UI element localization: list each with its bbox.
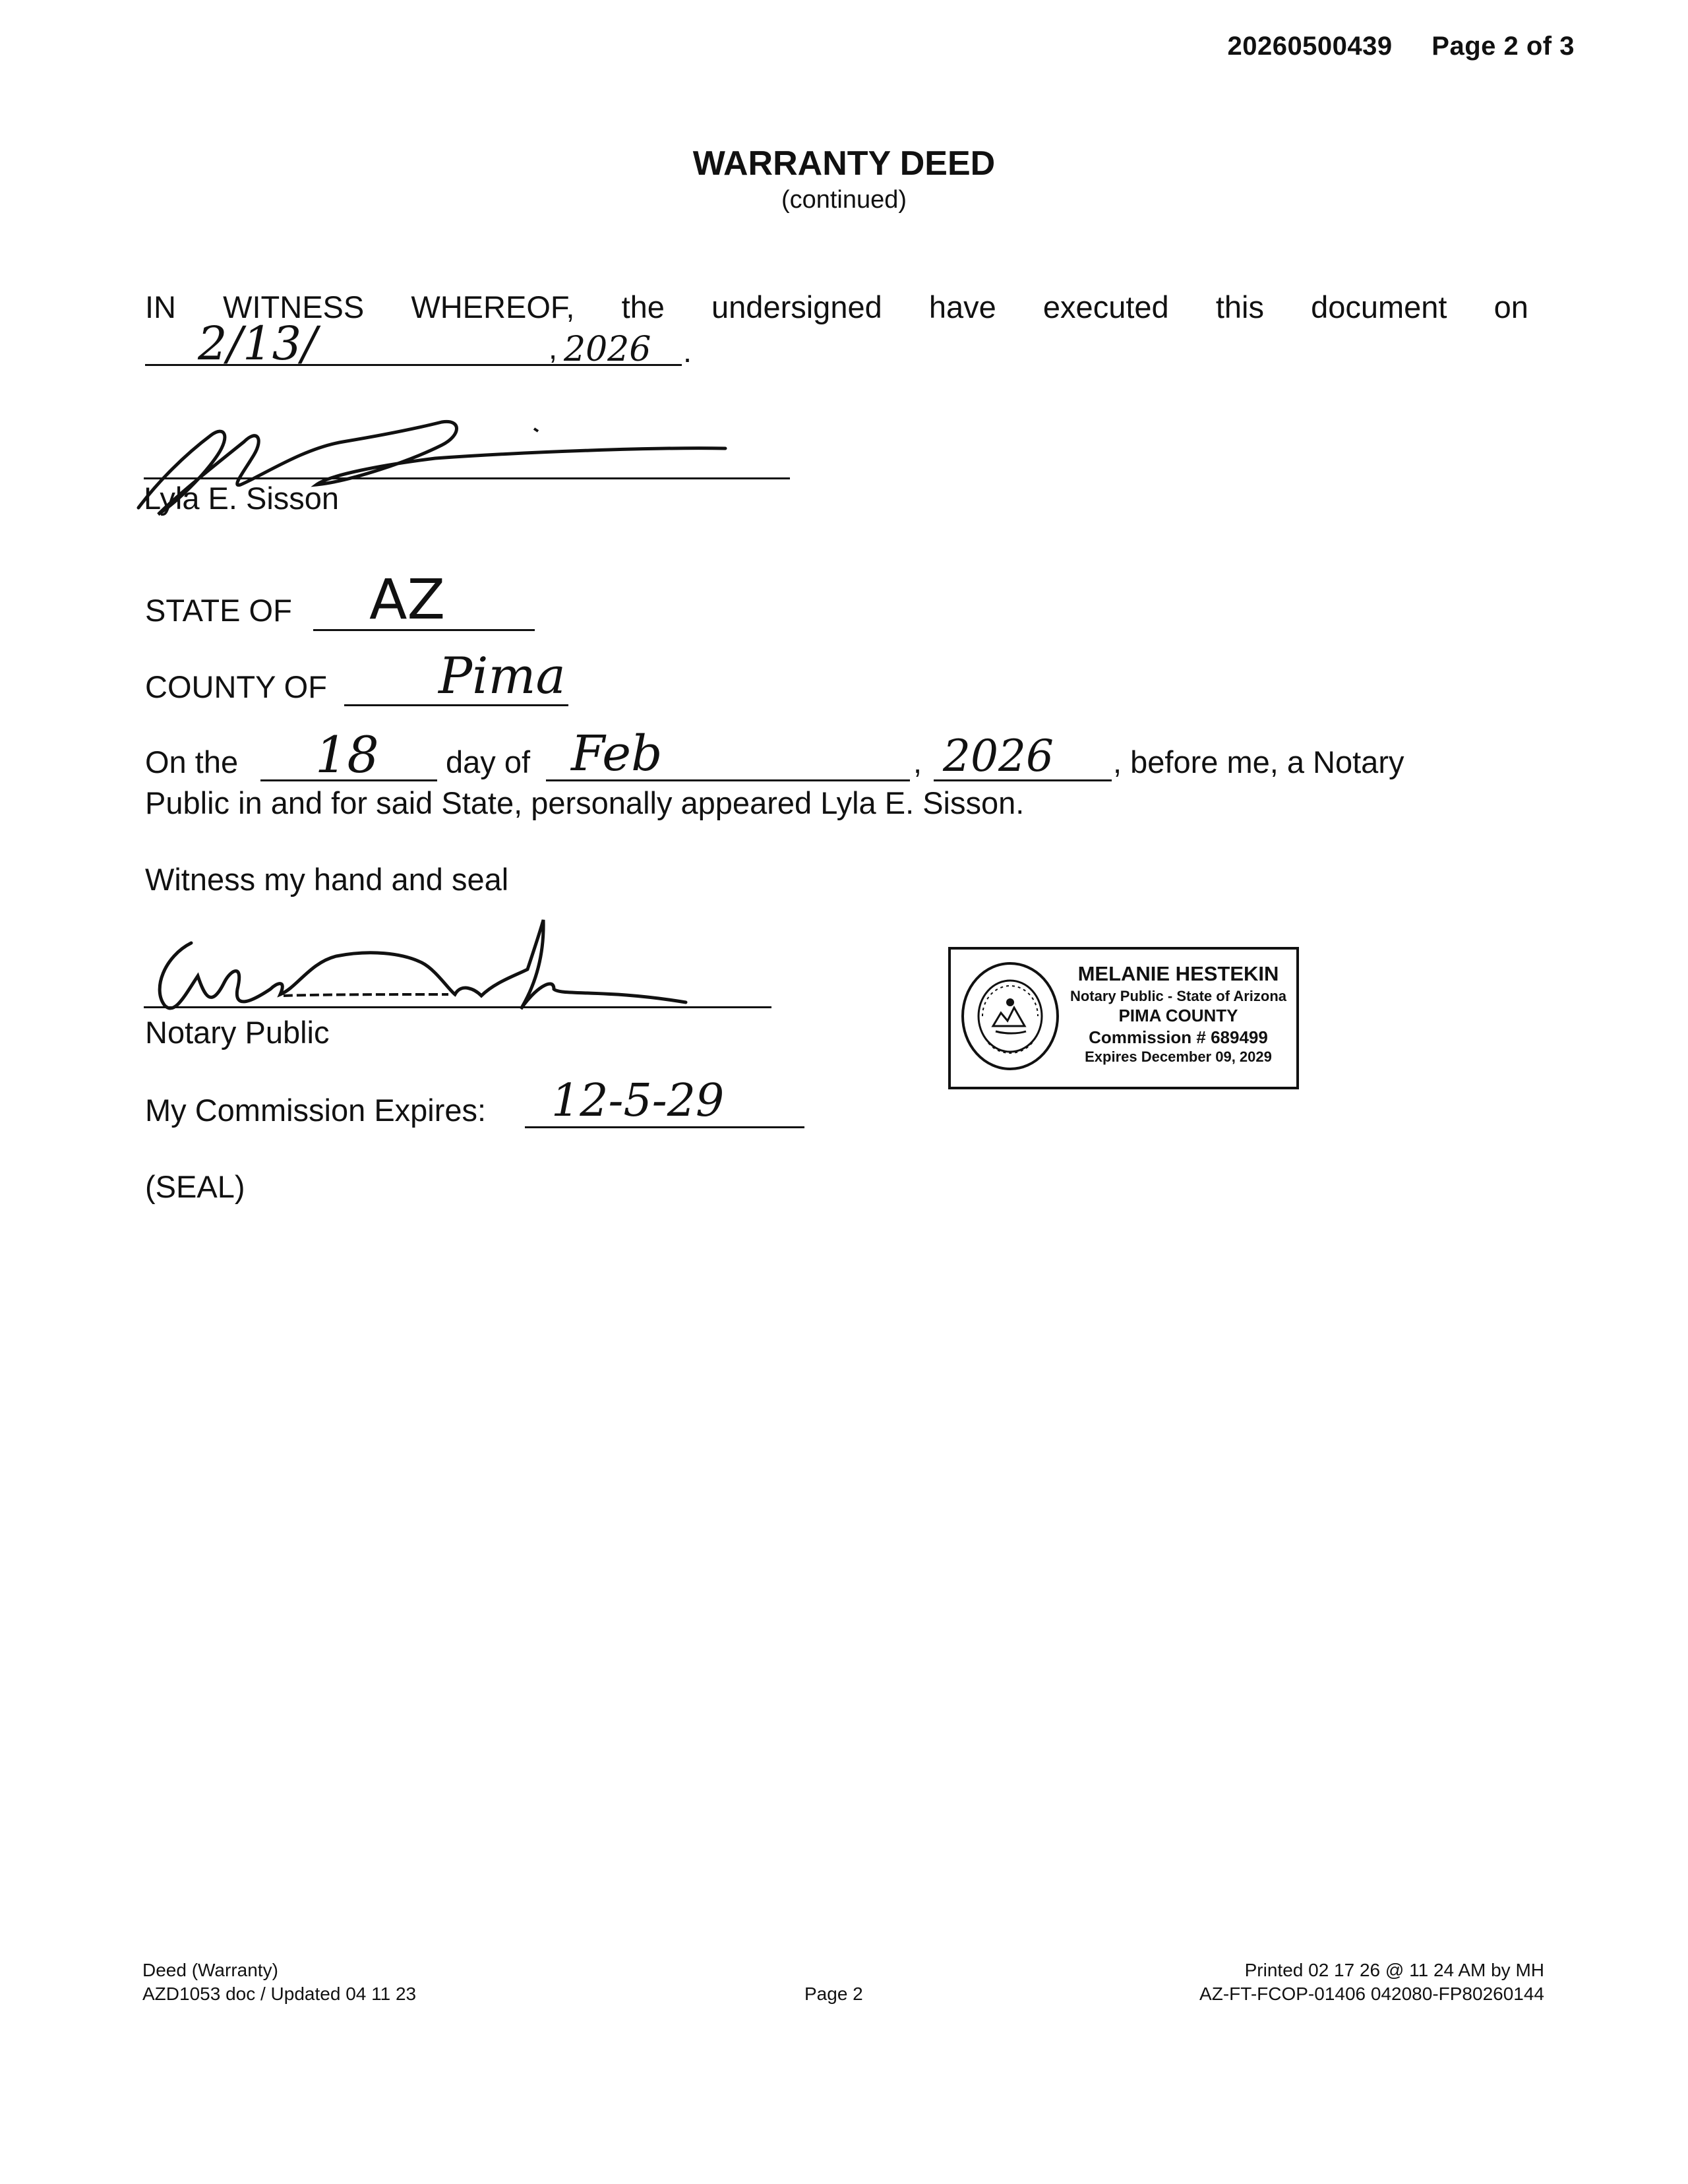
footer-right: [1199, 1958, 1544, 2005]
stamp-title: Notary Public - State of Arizona: [1070, 987, 1286, 1004]
stamp-notary-name: MELANIE HESTEKIN: [1077, 962, 1279, 985]
footer-left: [142, 1958, 416, 2005]
footer-order-number: AZ-FT-FCOP-01406 042080-FP80260144: [1199, 1983, 1544, 2004]
arizona-seal-icon: [959, 960, 1062, 1076]
signer-name: Lyla E. Sisson: [144, 481, 340, 516]
notary-public-label: Notary Public: [145, 1015, 330, 1050]
witness-hand-seal: Witness my hand and seal: [145, 862, 509, 897]
state-value: AZ: [369, 567, 446, 632]
witness-word: executed: [1042, 289, 1169, 324]
ack-comma: ,: [913, 744, 922, 779]
stamp-county: PIMA COUNTY: [1118, 1006, 1238, 1026]
county-value: Pima: [438, 646, 566, 705]
witness-word: undersigned: [711, 289, 882, 324]
execution-date: 2/13/: [198, 317, 317, 371]
witness-clause: [145, 289, 1528, 325]
footer-doc-type: Deed (Warranty): [142, 1960, 278, 1980]
state-label: STATE OF: [145, 593, 292, 628]
commission-value: 12-5-29: [551, 1075, 725, 1127]
witness-word: WITNESS: [223, 289, 365, 324]
stamp-commission: Commission # 689499: [1089, 1027, 1268, 1047]
ack-day: 18: [315, 725, 379, 784]
witness-word: on: [1493, 289, 1528, 324]
notary-stamp: [948, 947, 1299, 1089]
document-subtitle: (continued): [781, 186, 907, 214]
commission-label: My Commission Expires:: [145, 1093, 487, 1128]
footer-doc-version: AZD1053 doc / Updated 04 11 23: [142, 1983, 417, 2004]
page-header: [1227, 32, 1575, 61]
notary-signature: [145, 917, 699, 1022]
witness-word: document: [1311, 289, 1447, 324]
ack-line-2: Public in and for said State, personally appeared Lyla E. Sisson.: [145, 785, 1025, 820]
document-title: WARRANTY DEED: [692, 144, 996, 183]
witness-word: WHEREOF,: [411, 289, 575, 324]
execution-year: 2026: [564, 330, 651, 369]
page-count: Page 2 of 3: [1432, 32, 1575, 61]
ack-year: 2026: [943, 731, 1054, 781]
witness-word: this: [1215, 289, 1264, 324]
witness-word: IN: [145, 289, 176, 324]
document-number: 20260500439: [1227, 32, 1393, 61]
date-period: .: [683, 334, 692, 369]
ack-month: Feb: [571, 725, 663, 782]
witness-word: have: [928, 289, 996, 324]
ack-day-of: day of: [446, 744, 531, 779]
footer-printed: Printed 02 17 26 @ 11 24 AM by MH: [1244, 1960, 1544, 1980]
witness-word: the: [621, 289, 665, 324]
county-label: COUNTY OF: [145, 669, 327, 704]
ack-before-me: , before me, a Notary: [1113, 744, 1404, 779]
stamp-expires: Expires December 09, 2029: [1085, 1048, 1272, 1066]
footer-page: Page 2: [804, 1984, 863, 2004]
date-comma: ,: [549, 330, 558, 365]
ack-on-the: On the: [145, 744, 239, 779]
seal-label: (SEAL): [145, 1169, 245, 1204]
